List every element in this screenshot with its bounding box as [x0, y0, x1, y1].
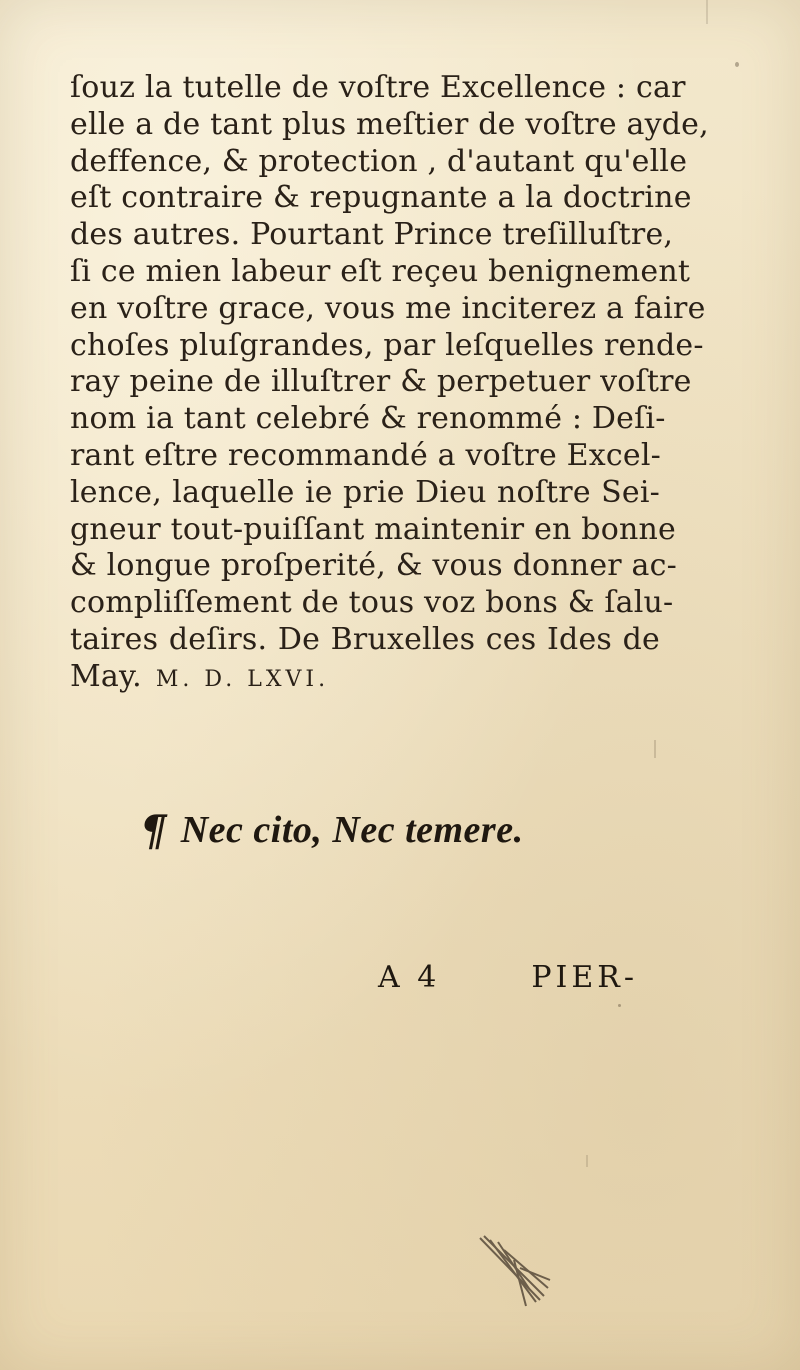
- text-line: des autres. Pourtant Prince treſilluſtre,: [70, 217, 674, 253]
- motto: [140, 800, 560, 860]
- text-line: rant eſtre recommandé a voſtre Excel-: [70, 437, 661, 473]
- text-line: nom ia tant celebré & renommé : Deſi-: [70, 401, 666, 437]
- page-footer: [378, 952, 638, 1002]
- text-line: taires deſirs. De Bruxelles ces Ides de: [70, 621, 660, 657]
- text-line: en voſtre grace, vous me inciterez a faire: [70, 290, 706, 326]
- paper-speck: [735, 62, 739, 67]
- text-line: choſes pluſgrandes, par leſquelles rende-: [70, 327, 704, 363]
- text-line: gneur tout-puiſſant maintenir en bonne: [70, 511, 676, 547]
- text-line: & longue proſperité, & vous donner ac-: [70, 548, 677, 584]
- catchword: PIER-: [531, 959, 638, 995]
- paper-speck: [618, 1004, 621, 1007]
- body-text: [70, 70, 709, 699]
- closing-date: M. D. LXVI.: [155, 666, 330, 692]
- closing-word: May.: [70, 658, 142, 694]
- text-line: compliſſement de tous voz bons & ſalu-: [70, 585, 674, 621]
- pilcrow-icon: ¶: [140, 805, 167, 855]
- signature-mark: A 4: [378, 959, 441, 995]
- motto-text: Nec cito, Nec temere.: [180, 809, 524, 851]
- closing-line: [70, 659, 660, 699]
- text-line: lence, laquelle ie prie Dieu noſtre Sei-: [70, 474, 660, 510]
- text-line: elle a de tant plus meſtier de voſtre ayde,: [70, 106, 709, 142]
- text-line: ray peine de illuſtrer & perpetuer voſtre: [70, 364, 692, 400]
- paper-speck: [586, 1155, 588, 1167]
- text-line: deffence, & protection , d'autant qu'elle: [70, 143, 688, 179]
- text-line: eſt contraire & repugnante a la doctrine: [70, 180, 692, 216]
- text-line: ſouz la tutelle de voſtre Excellence : car: [70, 70, 686, 105]
- ink-smudge-icon: [470, 1230, 560, 1310]
- text-line: ſi ce mien labeur eſt reçeu benignement: [70, 253, 691, 289]
- paper-speck: [654, 740, 656, 758]
- paper-speck: [706, 0, 708, 24]
